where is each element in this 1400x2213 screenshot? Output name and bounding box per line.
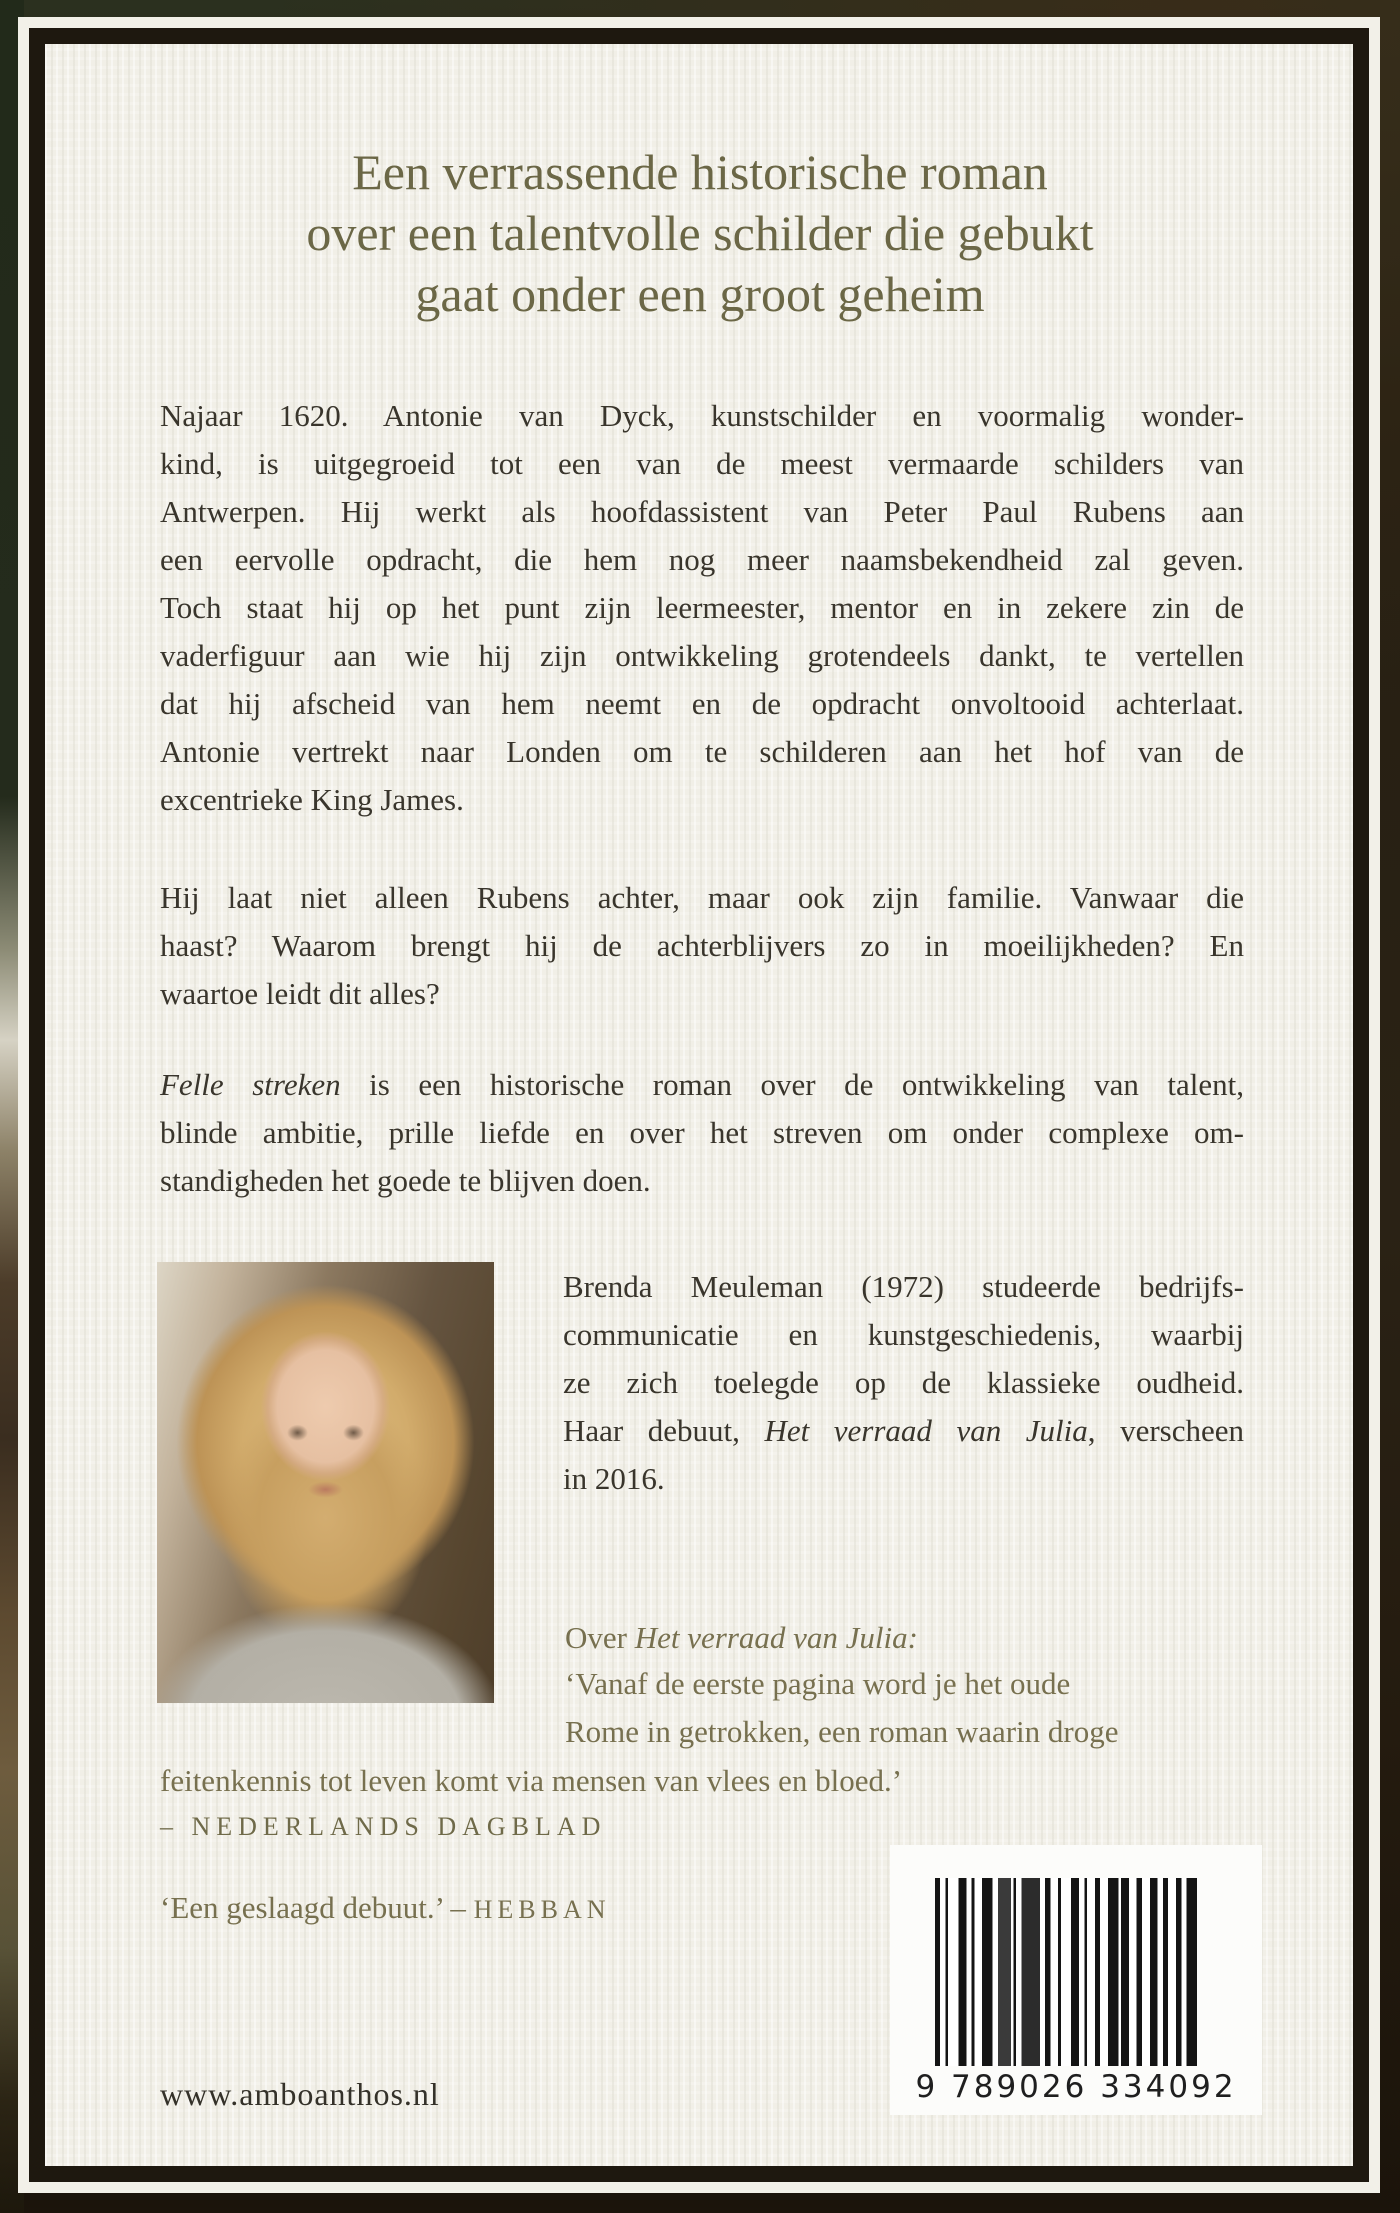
photo-face-features: [238, 1315, 413, 1518]
text-line: kind, is uitgegroeid tot een van de meest vermaarde schilders van: [160, 446, 1244, 481]
review-quote-lines: [565, 1660, 1265, 1756]
review-quote-heading: [565, 1614, 1265, 1662]
tagline: [100, 142, 1300, 325]
text-segment: ‘Een geslaagd debuut.’ –: [160, 1890, 474, 1925]
text-line: [160, 1061, 1244, 1109]
review-source: – NEDERLANDS DAGBLAD: [160, 1812, 607, 1841]
text-line: [563, 1407, 1244, 1455]
synopsis-paragraph-2: [160, 874, 1244, 1018]
text-segment: Haar debuut,: [563, 1413, 765, 1448]
text-line: gaat onder een groot geheim: [415, 266, 985, 322]
barcode-number: 9 789026 334092: [915, 2069, 1237, 2105]
text-line: Najaar 1620. Antonie van Dyck, kunstschilder en voormalig wonder-: [160, 398, 1244, 433]
text-line: Hij laat niet alleen Rubens achter, maar ook zijn familie. Vanwaar die: [160, 880, 1244, 915]
text-line: Brenda Meuleman (1972) studeerde bedrijfs-: [563, 1269, 1244, 1304]
text-line: dat hij afscheid van hem neemt en de opdracht onvoltooid achterlaat.: [160, 686, 1244, 721]
synopsis-paragraph-3: [160, 1061, 1244, 1205]
text-line: waartoe leidt dit alles?: [160, 976, 440, 1011]
text-line: ‘Vanaf de eerste pagina word je het oude: [565, 1666, 1071, 1701]
text-line: Rome in getrokken, een roman waarin droge: [565, 1714, 1119, 1749]
text-line: Toch staat hij op het punt zijn leermeester, mentor en in zekere zin de: [160, 590, 1244, 625]
text-segment: Het verraad van Julia: [764, 1413, 1088, 1448]
text-segment: Over: [565, 1620, 635, 1655]
text-line: Antwerpen. Hij werkt als hoofdassistent van Peter Paul Rubens aan: [160, 494, 1244, 529]
publisher-url: www.amboanthos.nl: [160, 2076, 440, 2112]
text-line: in 2016.: [563, 1461, 665, 1496]
text-segment: HEBBAN: [473, 1895, 611, 1924]
text-segment: , verscheen: [1087, 1413, 1244, 1448]
text-line: over een talentvolle schilder die gebukt: [306, 205, 1094, 261]
text-line: een eervolle opdracht, die hem nog meer naamsbekendheid zal geven.: [160, 542, 1244, 577]
review-quote-last-line: feitenkennis tot leven komt via mensen van vlees en bloed.’: [160, 1763, 903, 1798]
text-line: excentrieke King James.: [160, 782, 464, 817]
author-bio: [563, 1263, 1244, 1503]
author-photo: [157, 1262, 494, 1703]
barcode: [890, 1845, 1262, 2115]
text-line: communicatie en kunstgeschiedenis, waarbij: [563, 1317, 1244, 1352]
photo-blouse-shape: [157, 1571, 494, 1703]
synopsis-paragraph-1: [160, 392, 1244, 824]
text-segment: is een historische roman over de ontwikkeling van talent,: [340, 1067, 1244, 1102]
text-segment: Het verraad van Julia:: [634, 1620, 918, 1655]
text-line: blinde ambitie, prille liefde en over het streven om onder complexe om-: [160, 1115, 1244, 1150]
text-line: Antonie vertrekt naar Londen om te schilderen aan het hof van de: [160, 734, 1244, 769]
text-segment: Felle streken: [160, 1067, 341, 1102]
text-line: vaderfiguur aan wie hij zijn ontwikkeling grotendeels dankt, te vertellen: [160, 638, 1244, 673]
text-line: standigheden het goede te blijven doen.: [160, 1163, 651, 1198]
text-line: haast? Waarom brengt hij de achterblijvers zo in moeilijkheden? En: [160, 928, 1244, 963]
text-line: ze zich toelegde op de klassieke oudheid.: [563, 1365, 1244, 1400]
second-review-quote: [160, 1884, 960, 1934]
barcode-bars: [935, 1878, 1197, 2066]
text-line: Een verrassende historische roman: [352, 144, 1048, 200]
